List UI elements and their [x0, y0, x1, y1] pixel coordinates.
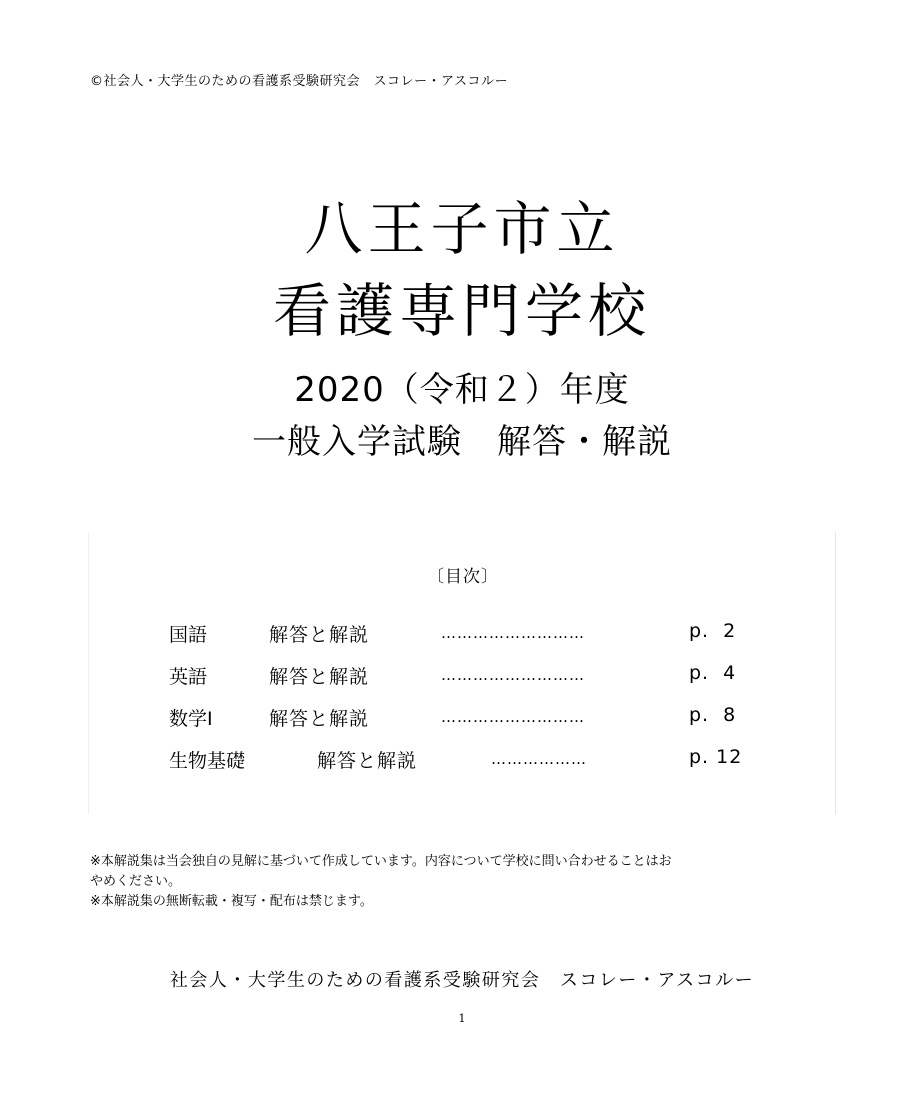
toc-item-japanese — [89, 620, 837, 650]
note-line: やめください。 — [90, 874, 182, 889]
note-line: ※本解説集は当会独自の見解に基づいて作成しています。内容について学校に問い合わせることはお — [90, 854, 672, 869]
disclaimer-notes — [90, 852, 840, 912]
toc-leader-dots: ……………………… — [441, 624, 585, 642]
toc-leader-dots: ……………………… — [441, 708, 585, 726]
exam-title: 一般入学試験 解答・解説 — [252, 422, 672, 462]
toc-description: 解答と解説 — [269, 624, 370, 646]
page-number: 1 — [458, 1012, 466, 1025]
copyright-notice: ©社会人・大学生のための看護系受験研究会 スコレー・アスコルー — [90, 74, 508, 89]
school-name-line1: 八王子市立 — [304, 195, 620, 263]
toc-item-math — [89, 704, 837, 734]
note-line: ※本解説集の無断転載・複写・配布は禁じます。 — [90, 894, 373, 909]
toc-leader-dots: ……………………… — [441, 666, 585, 684]
toc-subject: 生物基礎 — [169, 750, 246, 772]
toc-item-english — [89, 662, 837, 692]
toc-page-number: p. 8 — [689, 704, 737, 726]
toc-leader-dots: ……………… — [491, 750, 587, 768]
toc-item-biology — [89, 746, 837, 776]
toc-page-number: p. 4 — [689, 662, 737, 684]
toc-description: 解答と解説 — [269, 666, 370, 688]
toc-page-number: p. 2 — [689, 620, 737, 642]
toc-subject: 英語 — [169, 666, 208, 688]
toc-description: 解答と解説 — [317, 750, 418, 772]
toc-subject: 国語 — [169, 624, 208, 646]
publisher-name: 社会人・大学生のための看護系受験研究会 スコレー・アスコルー — [169, 970, 755, 991]
school-name-line2: 看護専門学校 — [272, 277, 651, 345]
toc-description: 解答と解説 — [269, 708, 370, 730]
table-of-contents — [88, 532, 836, 814]
toc-page-number: p. 12 — [689, 746, 743, 768]
exam-year: 2020（令和２）年度 — [294, 370, 630, 410]
toc-subject: 数学Ⅰ — [169, 708, 213, 730]
toc-heading: 〔目次〕 — [427, 567, 499, 587]
